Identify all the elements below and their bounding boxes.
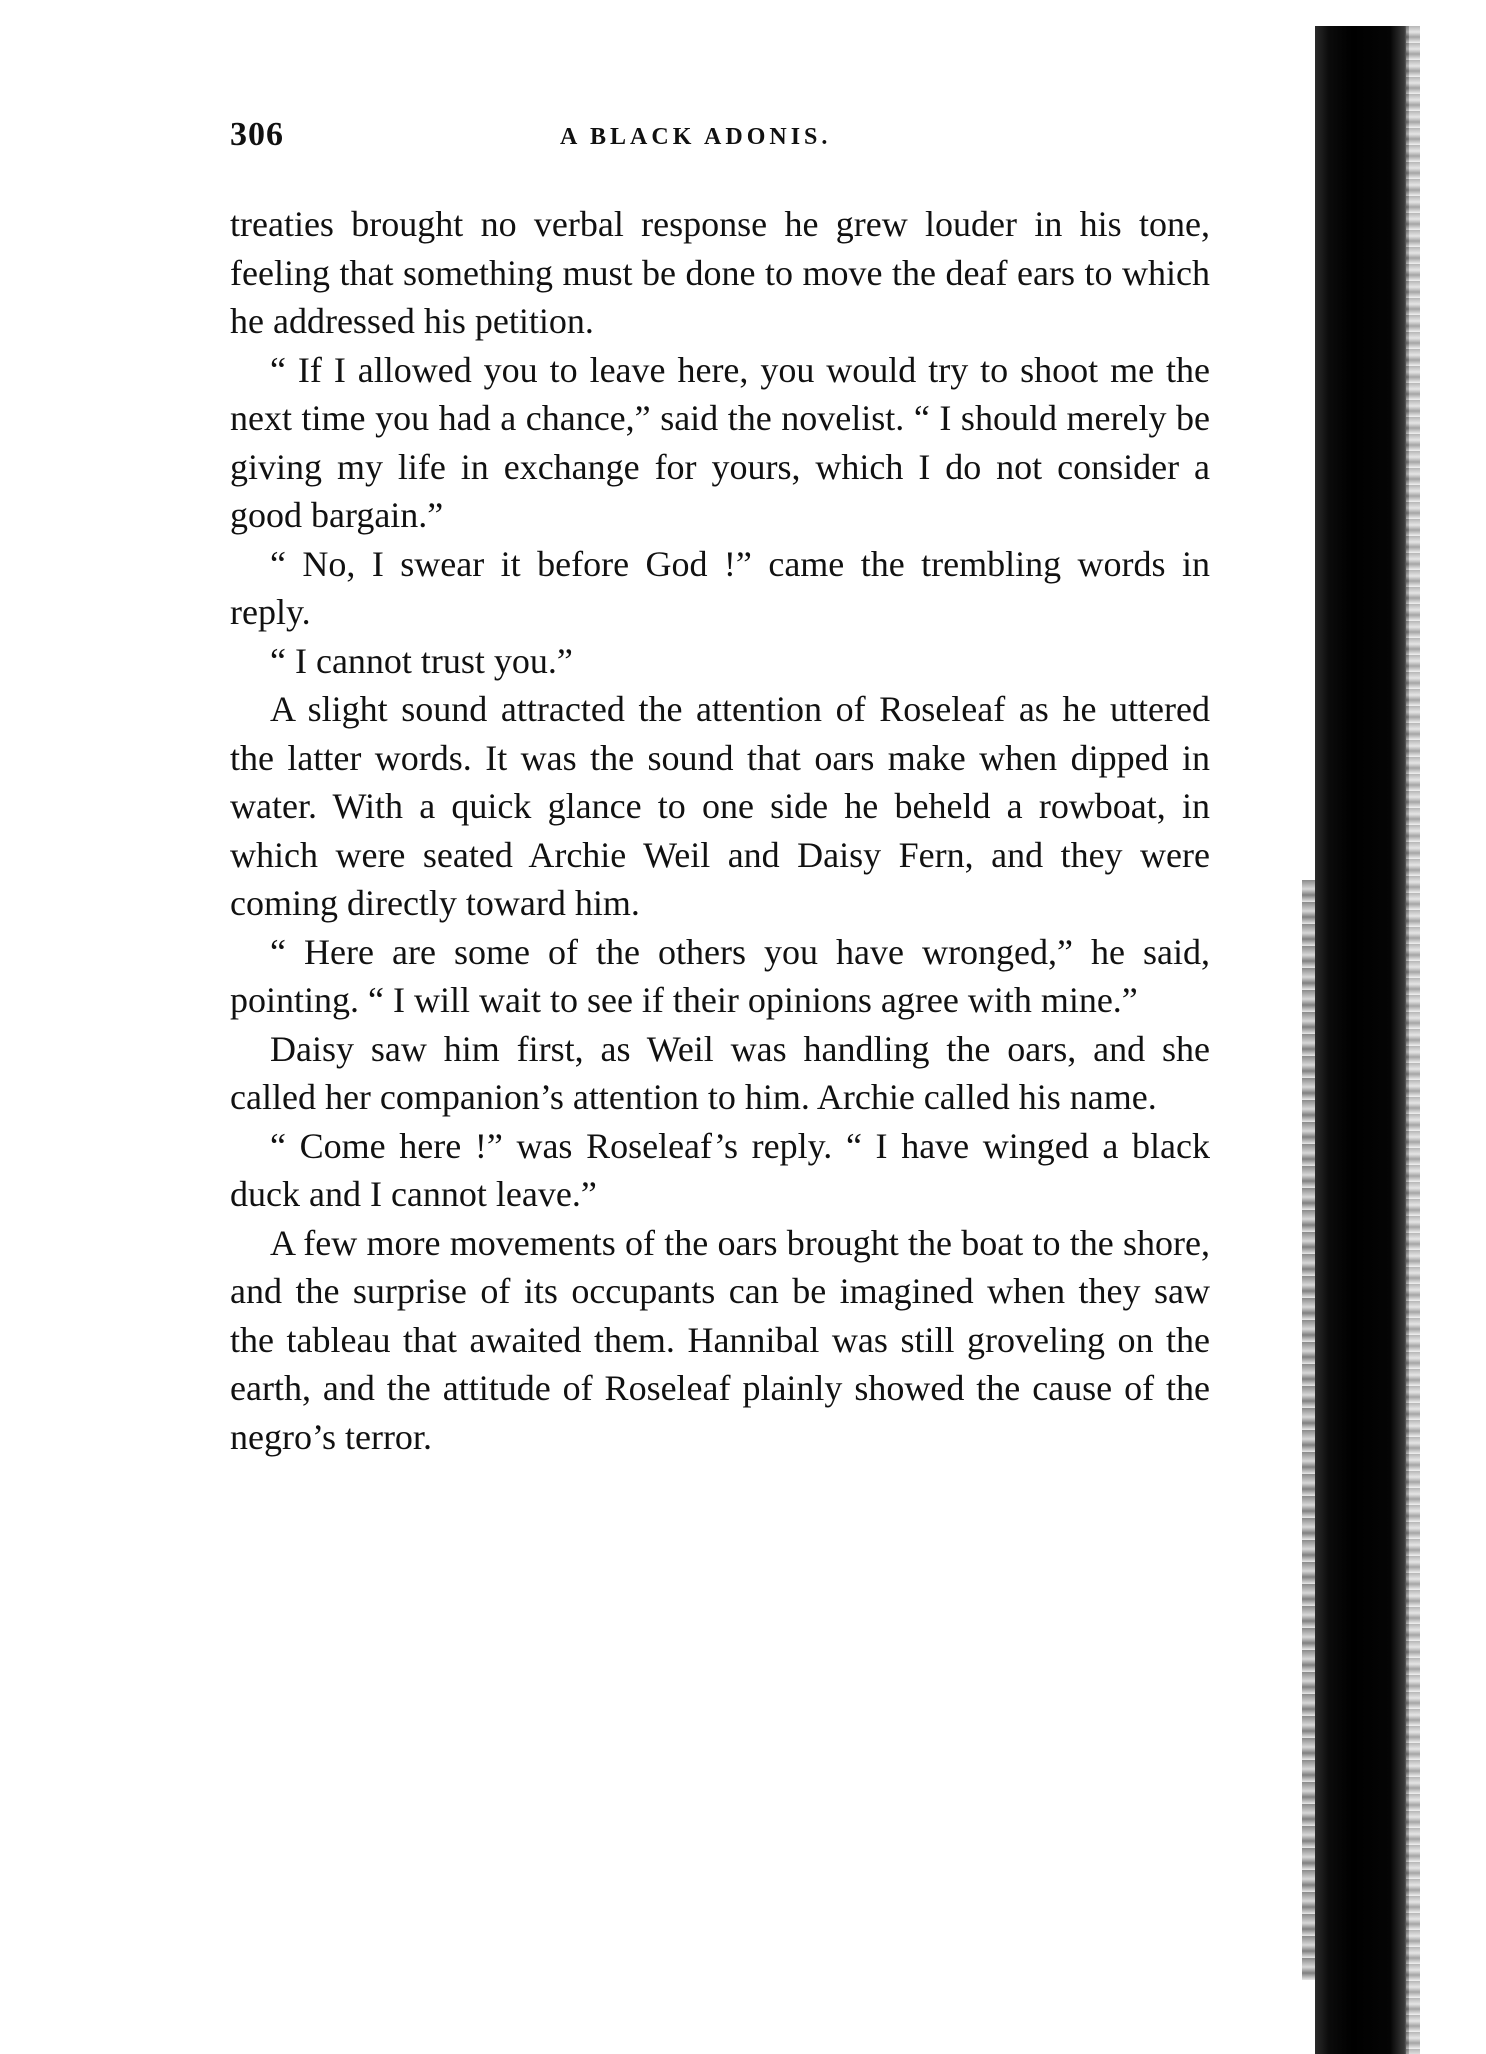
paragraph: “ I cannot trust you.” (270, 640, 573, 681)
paragraph: Daisy saw him first, as Weil was handling the oars, and she called her companion’s attention to him. Archie called his name. (230, 1028, 1210, 1117)
scan-edge-shadow (1406, 26, 1420, 2054)
paragraph: A slight sound attracted the attention of Roseleaf as he uttered the latter words. It was the sound that oars make when dipped in water. With a quick glance to one side he beheld a rowboat, in which were seated Archie Weil and Daisy Fern, and they were coming directly toward him. (230, 689, 1210, 923)
running-head: A BLACK ADONIS. (560, 124, 832, 150)
body-text (230, 200, 1210, 1461)
scan-edge-shadow (1315, 26, 1409, 2054)
paragraph: treaties brought no verbal response he grew louder in his tone, feeling that something must be done to move the deaf ears to which he addressed his petition. (230, 204, 1210, 341)
paragraph: “ Here are some of the others you have wronged,” he said, pointing. “ I will wait to see if their opinions agree with mine.” (230, 931, 1210, 1020)
page-header (230, 116, 1210, 160)
paragraph: A few more movements of the oars brought the boat to the shore, and the surprise of its occupants can be imagined when they saw the tableau that awaited them. Hannibal was still groveling on the earth, and the attitude of Roseleaf plainly showed the cause of the negro’s terror. (230, 1222, 1210, 1457)
paragraph: “ No, I swear it before God !” came the trembling words in reply. (230, 543, 1210, 632)
paragraph: “ If I allowed you to leave here, you would try to shoot me the next time you had a chance,” said the novelist. “ I should merely be giving my life in exchange for yours, which I do not consider a good bargain.” (230, 349, 1210, 535)
paragraph: “ Come here !” was Roseleaf’s reply. “ I have winged a black duck and I cannot leave.” (230, 1125, 1210, 1214)
page-number: 306 (230, 116, 284, 153)
